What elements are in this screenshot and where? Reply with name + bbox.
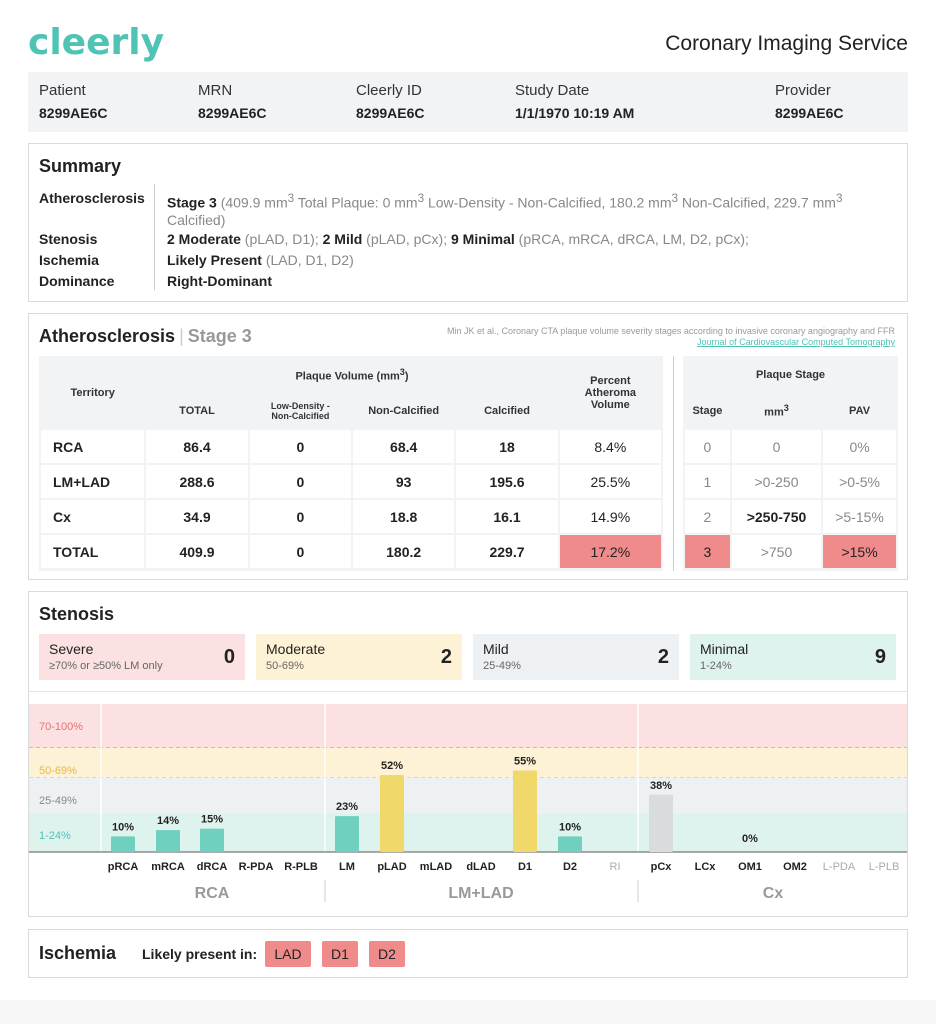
- ather-detail: Calcified): [167, 211, 226, 228]
- plaque-stage-header: Plaque Stage: [685, 358, 896, 392]
- bar-value-label: 10%: [111, 821, 135, 834]
- footer-band: [0, 1000, 936, 1024]
- category-label: L-PLB: [868, 861, 900, 873]
- ather-detail: Total Plaque: 0 mm: [294, 194, 418, 211]
- patient-value: 8299AE6C: [39, 105, 108, 121]
- summary-dominance-label: Dominance: [39, 273, 115, 289]
- col-total: TOTAL: [146, 394, 247, 428]
- ather-detail: Low-Density - Non-Calcified, 180.2 mm: [424, 194, 672, 211]
- category-label: RI: [609, 861, 621, 873]
- row-name: TOTAL: [41, 535, 144, 568]
- mm-cell: >750: [732, 535, 821, 568]
- category-label: mLAD: [419, 861, 453, 873]
- group-label: LM+LAD: [448, 885, 514, 902]
- dominance-value: Right-Dominant: [167, 273, 272, 289]
- pv-end: ): [404, 370, 409, 383]
- ather-stage: Stage 3: [167, 194, 217, 211]
- band-label: 70-100%: [39, 721, 84, 733]
- moderate-detail: (pLAD, D1);: [240, 231, 323, 247]
- bar-LM: [335, 816, 359, 852]
- bar-value-label: 23%: [335, 801, 359, 814]
- pav-cell: >5-15%: [823, 500, 896, 533]
- category-label: L-PDA: [822, 861, 856, 873]
- stenosis-divider: [29, 691, 907, 692]
- stage-cell: 0: [685, 430, 730, 463]
- stenosis-title: Stenosis: [39, 604, 115, 624]
- summary-title: Summary: [39, 156, 122, 176]
- bar-pCx: [649, 795, 673, 852]
- category-label: D2: [562, 861, 578, 873]
- summary-divider: [154, 184, 155, 290]
- stage-row: [685, 465, 896, 498]
- row-name: LM+LAD: [41, 465, 144, 498]
- pv-sup: 3: [399, 367, 405, 378]
- stage-row: [685, 500, 896, 533]
- cell-nc: 93: [353, 465, 454, 498]
- bar-pRCA: [111, 836, 135, 852]
- title-separator: |: [179, 326, 184, 346]
- study-date-value: 1/1/1970 10:19 AM: [515, 105, 635, 121]
- band-70-100%: [29, 704, 907, 748]
- summary-atherosclerosis-value: [167, 190, 892, 229]
- ischemia-pill-lad: LAD: [265, 941, 311, 967]
- severe-box: [39, 634, 245, 680]
- mild-detail: (pLAD, pCx);: [362, 231, 451, 247]
- category-label: OM1: [738, 861, 762, 873]
- bar-mRCA: [156, 830, 180, 852]
- provider-label: Provider: [775, 82, 831, 99]
- minimal-count: 9 Minimal: [451, 231, 515, 247]
- pav-col: PAV: [823, 394, 896, 428]
- severe-range: ≥70% or ≥50% LM only: [49, 660, 163, 672]
- summary-atherosclerosis-label: Atherosclerosis: [39, 190, 145, 206]
- moderate-count: 2: [440, 646, 452, 668]
- category-label: R-PLB: [284, 861, 318, 873]
- stage-row: [685, 535, 896, 568]
- severe-label: Severe: [49, 641, 94, 657]
- moderate-label: Moderate: [266, 641, 326, 657]
- cell-c: 16.1: [456, 500, 557, 533]
- row-name: Cx: [41, 500, 144, 533]
- summary-stenosis-value: [167, 231, 892, 248]
- cell-ld: 0: [250, 535, 351, 568]
- cell-c: 195.6: [456, 465, 557, 498]
- cell-pav: 8.4%: [560, 430, 661, 463]
- mrn-field: [198, 82, 267, 121]
- cell-nc: 180.2: [353, 535, 454, 568]
- atherosclerosis-heading: [39, 326, 252, 347]
- moderate-box: [256, 634, 462, 680]
- cell-ld: 0: [250, 500, 351, 533]
- bar-value-label: 55%: [513, 755, 537, 768]
- category-label: LCx: [694, 861, 716, 873]
- mrn-value: 8299AE6C: [198, 105, 267, 121]
- mild-box: [473, 634, 679, 680]
- ather-sup: 3: [287, 192, 295, 205]
- category-label: mRCA: [151, 861, 185, 873]
- plaque-volume-header: [146, 358, 557, 392]
- ather-detail: (409.9 mm: [216, 194, 288, 211]
- reference-text: Min JK et al., Coronary CTA plaque volume severity stages according to invasive coronary angiography and FFR: [446, 326, 895, 336]
- band-label: 25-49%: [39, 795, 77, 807]
- mm-col: [732, 394, 821, 428]
- header: [28, 22, 908, 68]
- table-row-total: [41, 535, 661, 568]
- bar-pLAD: [380, 775, 404, 852]
- cell-total: 409.9: [146, 535, 247, 568]
- patient-info-bar: [28, 72, 908, 132]
- mm-text: mm: [764, 406, 784, 419]
- band-25-49%: [29, 778, 907, 813]
- summary-stenosis-label: Stenosis: [39, 231, 98, 247]
- mrn-label: MRN: [198, 82, 233, 99]
- reference: [447, 326, 895, 348]
- mm-cell: >250-750: [732, 500, 821, 533]
- study-date-field: [515, 82, 634, 121]
- severe-count: 0: [223, 646, 235, 668]
- cell-c: 18: [456, 430, 557, 463]
- minimal-detail: (pRCA, mRCA, dRCA, LM, D2, pCx);: [514, 231, 749, 247]
- pav-cell: 0%: [823, 430, 896, 463]
- group-label: RCA: [194, 885, 230, 902]
- bar-value-label: 14%: [156, 815, 180, 828]
- mild-count: 2 Mild: [322, 231, 363, 247]
- category-label: D1: [517, 861, 533, 873]
- summary-dominance-value: [167, 273, 892, 290]
- cell-ld: 0: [250, 430, 351, 463]
- ather-sup: 3: [835, 192, 843, 205]
- bar-value-label: 38%: [649, 779, 673, 792]
- band-50-69%: [29, 748, 907, 778]
- minimal-count: 9: [874, 646, 886, 668]
- col-non-calcified: Non-Calcified: [353, 394, 454, 428]
- provider-field: [775, 82, 844, 121]
- col-low-density: Low-Density - Non-Calcified: [250, 394, 351, 428]
- stage-cell: 1: [685, 465, 730, 498]
- cell-c: 229.7: [456, 535, 557, 568]
- category-label: dLAD: [466, 861, 496, 873]
- moderate-count: 2 Moderate: [167, 231, 241, 247]
- ischemia-label: Likely present in:: [142, 946, 258, 962]
- cell-pav: 25.5%: [560, 465, 661, 498]
- table-row: [41, 500, 661, 533]
- stenosis-chart: [29, 704, 907, 914]
- category-label: LM: [339, 861, 355, 873]
- mild-count: 2: [657, 646, 669, 668]
- patient-label: Patient: [39, 82, 86, 99]
- mild-label: Mild: [483, 641, 509, 657]
- bar-value-label: 10%: [558, 821, 582, 834]
- band-label: 50-69%: [39, 765, 77, 777]
- territory-header: Territory: [41, 358, 144, 428]
- plaque-volume-table: [39, 356, 663, 570]
- summary-ischemia-value: [167, 252, 892, 269]
- minimal-label: Minimal: [700, 641, 749, 657]
- category-label: pRCA: [107, 861, 139, 873]
- cell-total: 34.9: [146, 500, 247, 533]
- minimal-box: [690, 634, 896, 680]
- category-label: OM2: [783, 861, 807, 873]
- stage-cell-highlight: 3: [685, 535, 730, 568]
- pav-cell: >0-5%: [823, 465, 896, 498]
- mild-range: 25-49%: [483, 660, 521, 672]
- row-name: RCA: [41, 430, 144, 463]
- ischemia-card: [28, 929, 908, 978]
- cell-pav-highlight: 17.2%: [560, 535, 661, 568]
- group-label: Cx: [762, 885, 784, 902]
- cleerly-id-value: 8299AE6C: [356, 105, 425, 121]
- ather-detail: Non-Calcified, 229.7 mm: [677, 194, 836, 211]
- bar-D1: [513, 771, 537, 853]
- bar-value-label: 52%: [380, 760, 404, 772]
- atherosclerosis-title: Atherosclerosis: [39, 326, 176, 346]
- provider-value: 8299AE6C: [775, 105, 844, 121]
- atherosclerosis-card: [28, 313, 908, 580]
- mm-cell: 0: [732, 430, 821, 463]
- cell-nc: 18.8: [353, 500, 454, 533]
- reference-journal-link[interactable]: Journal of Cardiovascular Computed Tomography: [697, 337, 895, 347]
- table-row: [41, 430, 661, 463]
- ather-sup: 3: [671, 192, 678, 205]
- bar-D2: [558, 836, 582, 852]
- cell-ld: 0: [250, 465, 351, 498]
- mm-cell: >0-250: [732, 465, 821, 498]
- cleerly-id-label: Cleerly ID: [356, 82, 422, 99]
- ischemia-title: Ischemia: [39, 943, 117, 963]
- cleerly-id-field: [356, 82, 425, 121]
- category-label: pCx: [650, 861, 672, 873]
- service-title: Coronary Imaging Service: [665, 32, 908, 55]
- cell-total: 86.4: [146, 430, 247, 463]
- category-label: dRCA: [196, 861, 228, 873]
- category-label: pLAD: [377, 861, 407, 873]
- patient-field: [39, 82, 108, 121]
- cell-pav: 14.9%: [560, 500, 661, 533]
- minimal-range: 1-24%: [700, 660, 732, 672]
- moderate-range: 50-69%: [266, 660, 304, 672]
- category-label: R-PDA: [238, 861, 274, 873]
- summary-card: [28, 143, 908, 302]
- ischemia-value: Likely Present: [167, 252, 262, 268]
- band-label: 1-24%: [39, 830, 71, 842]
- bar-value-label: 0%: [742, 833, 758, 845]
- ischemia-pill-d2: D2: [369, 941, 405, 967]
- summary-ischemia-label: Ischemia: [39, 252, 99, 268]
- bar-dRCA: [200, 829, 224, 852]
- bar-value-label: 15%: [200, 813, 224, 826]
- pv-text: Plaque Volume (mm: [295, 370, 400, 383]
- cleerly-logo: cleerly: [28, 22, 165, 63]
- table-separator: [673, 356, 674, 571]
- col-calcified: Calcified: [456, 394, 557, 428]
- ischemia-detail: (LAD, D1, D2): [261, 252, 354, 268]
- cell-total: 288.6: [146, 465, 247, 498]
- ischemia-pill-d1: D1: [322, 941, 358, 967]
- plaque-stage-table: [683, 356, 898, 570]
- stage-cell: 2: [685, 500, 730, 533]
- stage-col: Stage: [685, 394, 730, 428]
- ather-sup: 3: [417, 192, 425, 205]
- mm-sup: 3: [783, 403, 789, 414]
- table-row: [41, 465, 661, 498]
- atherosclerosis-stage: Stage 3: [187, 326, 252, 346]
- study-date-label: Study Date: [515, 82, 590, 99]
- stage-row: [685, 430, 896, 463]
- pav-cell-highlight: >15%: [823, 535, 896, 568]
- stenosis-card: [28, 591, 908, 917]
- cell-nc: 68.4: [353, 430, 454, 463]
- pav-header: Percent Atheroma Volume: [560, 358, 661, 428]
